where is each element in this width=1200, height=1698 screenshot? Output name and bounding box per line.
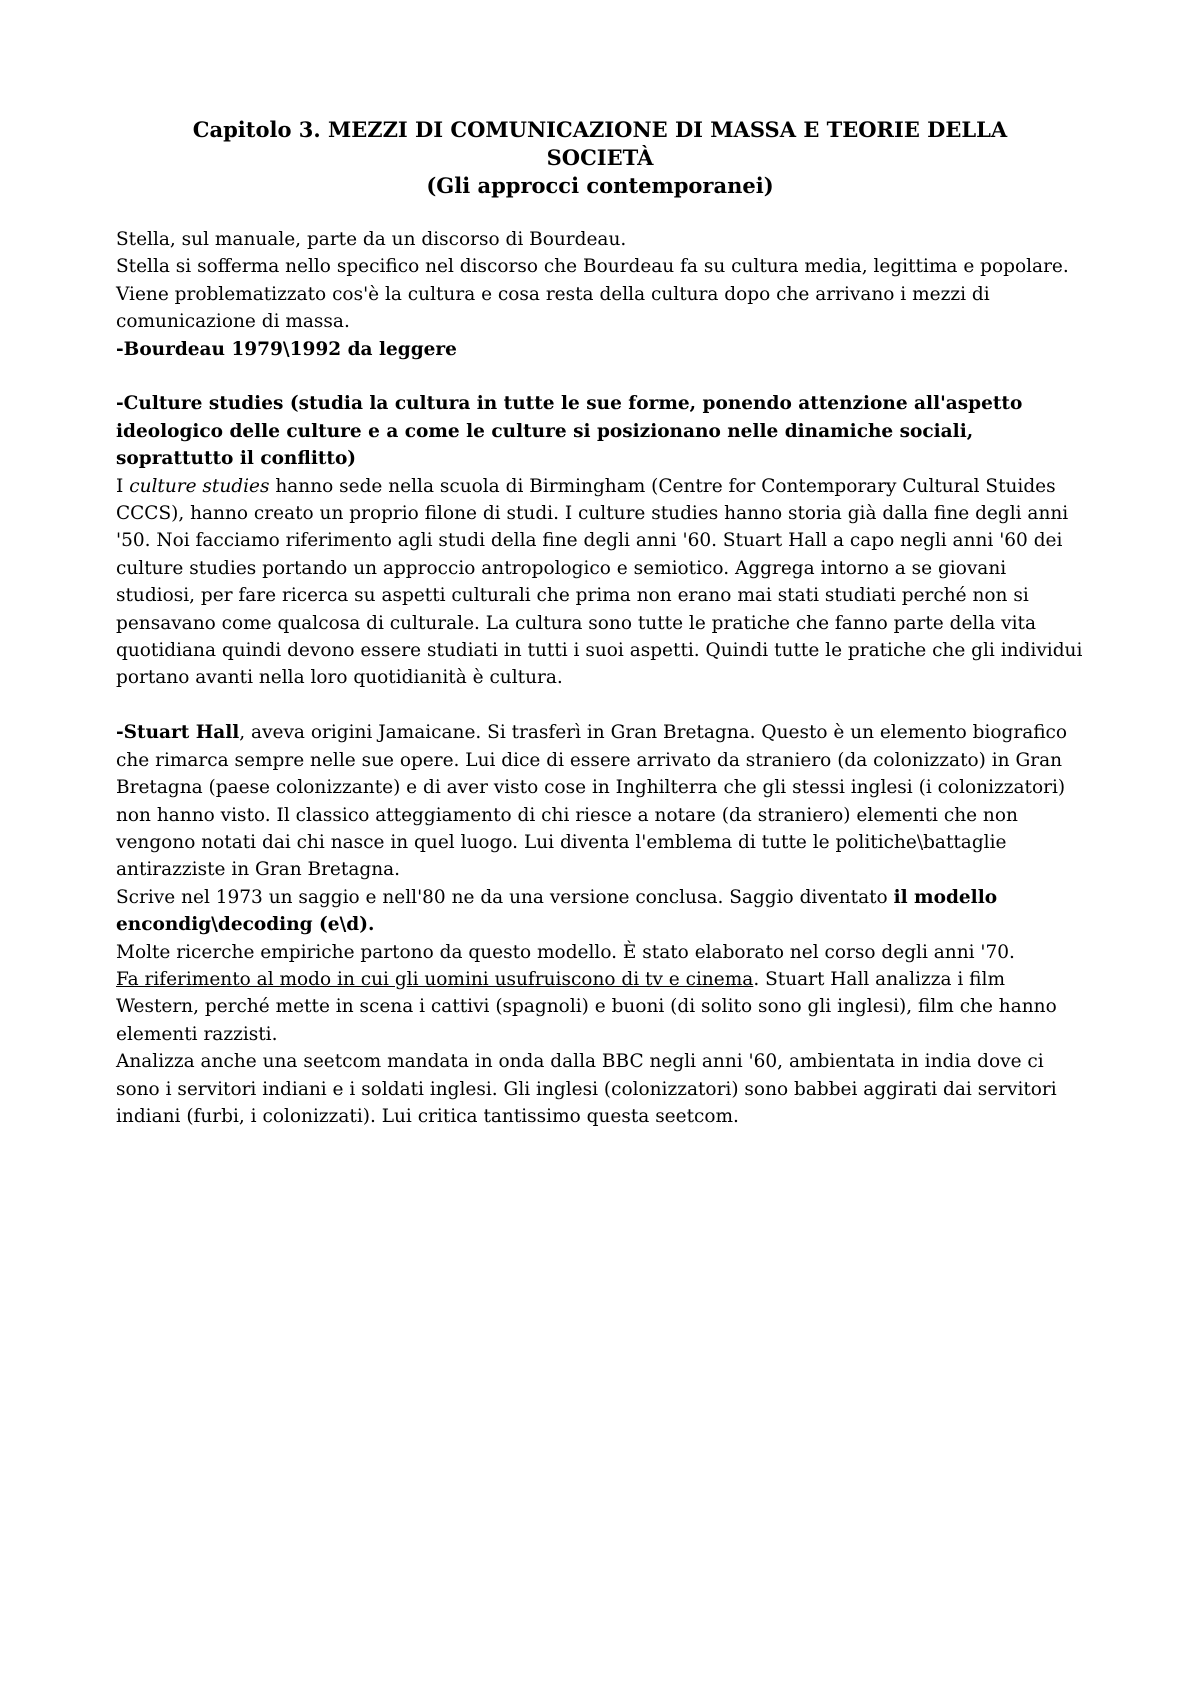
paragraph-stella: Stella si sofferma nello specifico nel discorso che Bourdeau fa su cultura media, legittima e popolare. Viene problematizzato cos'è la cultura e cosa resta della cultura dopo che arrivano i mezzi di comunicazione di massa.	[116, 256, 1069, 333]
cs-italic: culture studies	[129, 475, 270, 497]
stuart-hall-rest: , aveva origini Jamaicane. Si trasferì in Gran Bretagna. Questo è un elemento biografico che rimarca sempre nelle sue opere. Lui dice di essere arrivato da straniero (da colonizzato) in Gran Bretagna (paese colonizzante) e di aver visto cose in Inghilterra che gli stessi inglesi (i colonizzatori) non hanno visto. Il classico atteggiamento di chi riesce a notare (da straniero) elementi che non vengono notati dai chi nasce in quel luogo. Lui diventa l'emblema di tutte le politiche\battaglie antirazziste in Gran Bretagna.	[116, 722, 1068, 881]
cs-rest: hanno sede nella scuola di Birmingham (Centre for Contemporary Cultural Stuides CCCS), hanno creato un proprio filone di studi. I culture studies hanno storia già dalla fine degli anni '50. Noi facciamo riferimento agli studi della fine degli anni '60. Stuart Hall a capo negli anni '60 dei culture studies portando un approccio antropologico e semiotico. Aggrega intorno a se giovani studiosi, per fare ricerca su aspetti culturali che prima non erano mai stati studiati perché non si pensavano come qualcosa di culturale. La cultura sono tutte le pratiche che fanno parte della vita quotidiana quindi devono essere studiati in tutti i suoi aspetti. Quindi tutte le pratiche che gli individui portano avanti nella loro quotidianità è cultura.	[116, 475, 1083, 689]
paragraph-riferimento	[116, 966, 1084, 1048]
paragraph-intro: Stella, sul manuale, parte da un discorso di Bourdeau.	[116, 229, 627, 250]
blank-line	[116, 363, 1084, 390]
stuart-hall-bold: -Stuart Hall	[116, 722, 240, 744]
chapter-title-line-1: Capitolo 3. MEZZI DI COMUNICAZIONE DI MASSA E TEORIE DELLA	[192, 117, 1008, 142]
culture-studies-bold: -Culture studies (studia la cultura in tutte le sue forme, ponendo attenzione all'aspetto ideologico delle culture e a come le culture si posizionano nelle dinamiche sociali, soprattutto il conflitto)	[116, 393, 1023, 470]
cs-start: I	[116, 475, 130, 497]
saggio-start: Scrive nel 1973 un saggio e nell'80 ne da una versione conclusa. Saggio diventato	[116, 886, 894, 908]
paragraph-culture-studies	[116, 473, 1084, 692]
paragraph-bourdeau-reading	[116, 336, 1084, 363]
riferimento-underline: Fa riferimento al modo in cui gli uomini usufruiscono di tv e cinema	[116, 968, 754, 990]
chapter-title-line-2: SOCIETÀ	[546, 145, 654, 170]
paragraph-seetcom: Analizza anche una seetcom mandata in onda dalla BBC negli anni '60, ambientata in india dove ci sono i servitori indiani e i soldati inglesi. Gli inglesi (colonizzatori) sono babbei aggirati dai servitori indiani (furbi, i colonizzati). Lui critica tantissimo questa seetcom.	[116, 1051, 1057, 1127]
document-body	[116, 226, 1084, 1130]
chapter-title	[116, 116, 1084, 200]
paragraph-saggio	[116, 884, 1084, 939]
paragraph-culture-studies-heading	[116, 390, 1084, 472]
paragraph-stuart-hall	[116, 719, 1084, 883]
saggio-bold: il modello encondig\decoding (e\d).	[116, 886, 998, 936]
riferimento-rest: . Stuart Hall analizza i film Western, perché mette in scena i cattivi (spagnoli) e buoni (di solito sono gli inglesi), film che hanno elementi razzisti.	[116, 968, 1057, 1045]
blank-line	[116, 692, 1084, 719]
document-page	[116, 116, 1084, 1130]
chapter-subtitle: (Gli approcci contemporanei)	[426, 173, 774, 198]
paragraph-ricerche: Molte ricerche empiriche partono da questo modello. È stato elaborato nel corso degli anni '70.	[116, 941, 1015, 963]
bourdeau-reading-bold: -Bourdeau 1979\1992 da leggere	[116, 338, 457, 360]
